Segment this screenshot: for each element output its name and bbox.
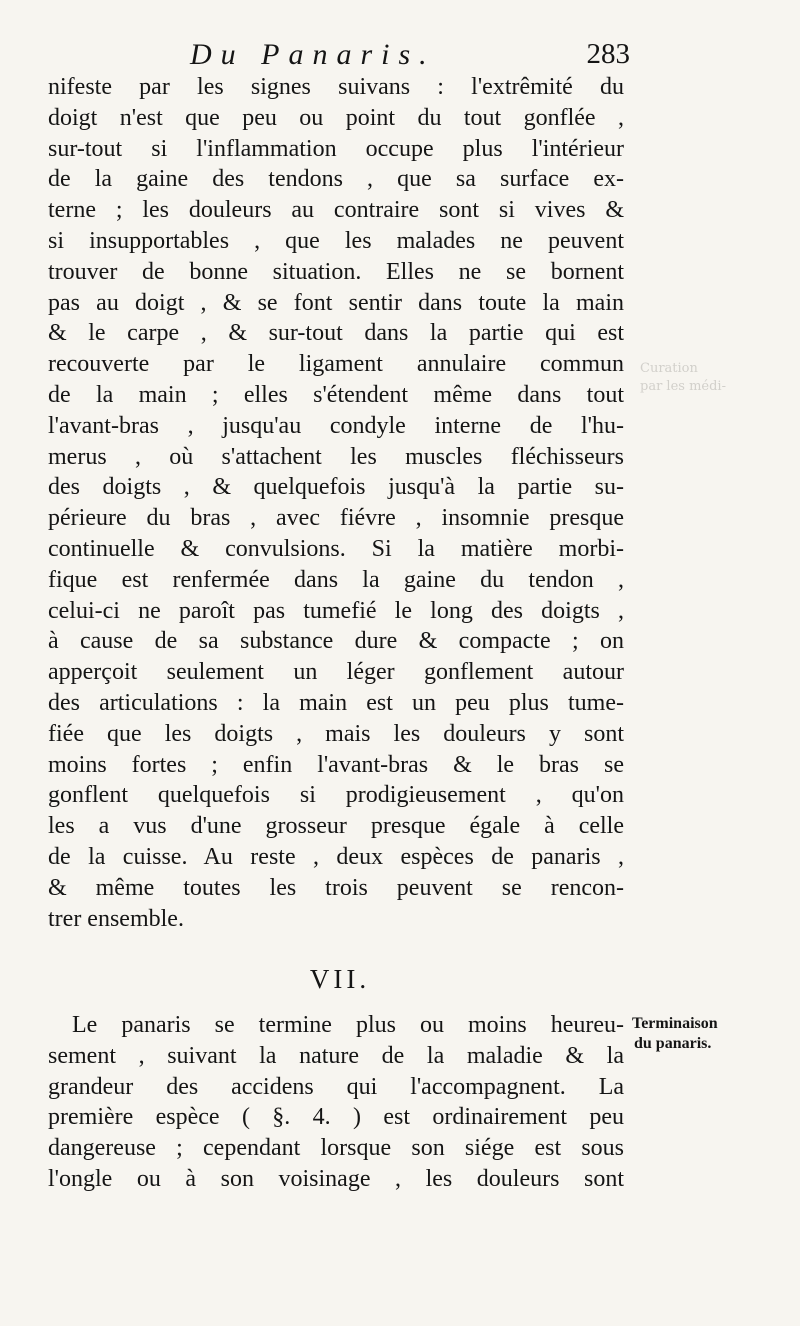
- text-line: périeure du bras , avec fiévre , insomnie presque: [48, 505, 624, 532]
- text-line: de la gaine des tendons , que sa surface ex-: [48, 166, 624, 193]
- text-line: l'ongle ou à son voisinage , les douleurs sont: [48, 1165, 624, 1192]
- text-line: des doigts , & quelquefois jusqu'à la partie su-: [48, 474, 624, 501]
- margin-note-line: du panaris.: [634, 1035, 712, 1052]
- text-line: merus , où s'attachent les muscles fléchisseurs: [48, 443, 624, 470]
- text-line: continuelle & convulsions. Si la matière morbi-: [48, 535, 624, 562]
- text-line: gonflent quelquefois si prodigieusement , qu'on: [48, 782, 624, 809]
- text-line: fiée que les doigts , mais les douleurs y sont: [48, 720, 624, 747]
- text-line: première espèce ( §. 4. ) est ordinairement peu: [48, 1104, 624, 1131]
- show-through-line: par les médi-: [640, 379, 726, 394]
- text-line: des articulations : la main est un peu plus tume-: [48, 689, 624, 716]
- paragraph-2: [48, 1010, 624, 1195]
- text-line: & le carpe , & sur-tout dans la partie qui est: [48, 320, 624, 347]
- text-line: apperçoit seulement un léger gonflement autour: [48, 659, 624, 686]
- text-line: recouverte par le ligament annulaire commun: [48, 351, 624, 378]
- page-header: [190, 36, 630, 76]
- text-line: & même toutes les trois peuvent se rencon-: [48, 874, 624, 901]
- margin-note: [632, 1014, 792, 1054]
- text-line: doigt n'est que peu ou point du tout gonflée ,: [48, 104, 624, 131]
- text-line: de la cuisse. Au reste , deux espèces de panaris ,: [48, 843, 624, 870]
- text-line: pas au doigt , & se font sentir dans toute la main: [48, 289, 624, 316]
- margin-note-line: Terminaison: [632, 1015, 718, 1032]
- text-line: les a vus d'une grosseur presque égale à celle: [48, 813, 624, 840]
- text-line: fique est renfermée dans la gaine du tendon ,: [48, 566, 624, 593]
- text-line: dangereuse ; cependant lorsque son siége est sous: [48, 1135, 624, 1162]
- text-line: Le panaris se termine plus ou moins heureu-: [72, 1012, 624, 1038]
- text-line: l'avant-bras , jusqu'au condyle interne de l'hu-: [48, 412, 624, 439]
- text-line: nifeste par les signes suivans : l'extrêmité du: [48, 74, 624, 100]
- running-title: Du Panaris.: [190, 38, 436, 71]
- text-line: grandeur des accidens qui l'accompagnent. La: [48, 1073, 624, 1100]
- paragraph-1: [48, 72, 624, 934]
- text-line: à cause de sa substance dure & compacte ; on: [48, 628, 624, 655]
- text-line: terne ; les douleurs au contraire sont si vives &: [48, 197, 624, 224]
- text-line: de la main ; elles s'étendent même dans tout: [48, 381, 624, 408]
- text-line: trer ensemble.: [48, 905, 184, 932]
- page-number: 283: [586, 38, 630, 70]
- text-line: celui-ci ne paroît pas tumefié le long des doigts ,: [48, 597, 624, 624]
- text-line: sur-tout si l'inflammation occupe plus l'intérieur: [48, 135, 624, 162]
- text-line: moins fortes ; enfin l'avant-bras & le bras se: [48, 751, 624, 778]
- section-heading: VII.: [309, 964, 371, 994]
- text-line: si insupportables , que les malades ne peuvent: [48, 227, 624, 254]
- text-line: trouver de bonne situation. Elles ne se bornent: [48, 258, 624, 285]
- text-line: sement , suivant la nature de la maladie & la: [48, 1042, 624, 1069]
- show-through-text: [640, 360, 790, 440]
- show-through-line: Curation: [640, 361, 698, 376]
